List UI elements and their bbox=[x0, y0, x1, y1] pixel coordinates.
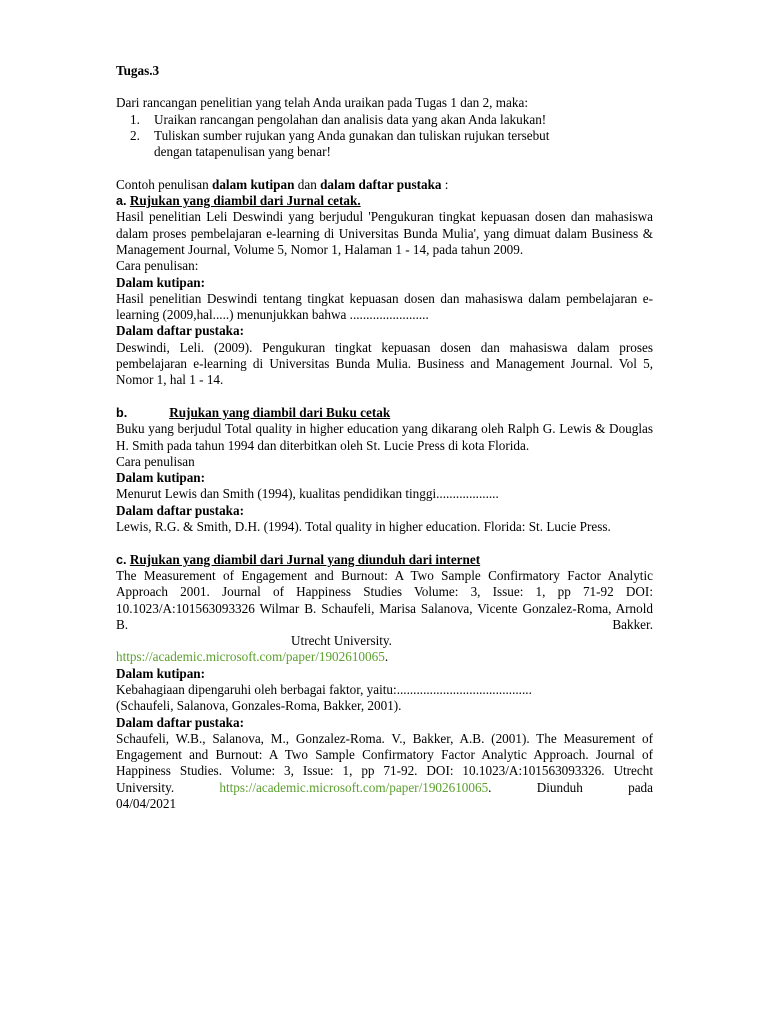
section-c-affiliation: Utrecht University. bbox=[291, 633, 392, 649]
section-a-kutipan-text: Hasil penelitian Deswindi tentang tingkat kepuasan dosen dan mahasiswa dalam pembelajaran e-learning (2009,hal.....) menunjukkan bahwa ........................ bbox=[116, 290, 653, 323]
section-b-pustaka-label: Dalam daftar pustaka: bbox=[116, 502, 244, 518]
example-bold-kutipan: dalam kutipan bbox=[211, 176, 295, 192]
document-title: Tugas.3 bbox=[116, 63, 160, 78]
section-b-heading bbox=[116, 405, 653, 421]
section-letter: b. bbox=[116, 405, 128, 420]
section-a-heading bbox=[116, 193, 653, 209]
document-page bbox=[116, 63, 653, 812]
section-c-pustaka-url-link[interactable]: https://academic.microsoft.com/paper/1902610065 bbox=[219, 779, 489, 795]
section-c-pustaka-text: Schaufeli, W.B., Salanova, M., Gonzalez-Roma. V., Bakker, A.B. (2001). The Measurement of Engagement and Burnout: A Two Sample Confirmatory Factor Analytic Approach. Journal of Happiness Studies. Volume: 3, Issue: 1, pp 71-92. DOI: 10.1023/A:101563093326. Utrecht bbox=[116, 730, 653, 779]
task-list bbox=[116, 112, 653, 161]
section-title: Rujukan yang diambil dari Buku cetak bbox=[169, 404, 391, 420]
section-c-description: The Measurement of Engagement and Burnout: A Two Sample Confirmatory Factor Analytic Approach 2001. Journal of Happiness Studies Volume: 3, Issue: 1, pp 71-92 DOI: 10.1023/A:101563093326 Wilmar B. Schaufeli, Marisa Salanova, Vicente Gonzalez-Roma, Arnold B. Bakker. bbox=[116, 567, 653, 632]
section-c-pustaka-date: 04/04/2021 bbox=[116, 796, 177, 812]
task-number: 1. bbox=[130, 111, 140, 127]
section-letter: c. bbox=[116, 552, 127, 567]
section-b-description: Buku yang berjudul Total quality in higher education yang dikarang oleh Ralph G. Lewis & Douglas H. Smith pada tahun 1994 dan diterbitkan oleh St. Lucie Press di kota Florida. bbox=[116, 421, 653, 453]
example-intro: Contoh penulisan dalam kutipan dan dalam daftar pustaka : bbox=[116, 176, 449, 192]
task-text: Uraikan rancangan pengolahan dan analisis data yang akan Anda lakukan! bbox=[154, 111, 547, 127]
task-item bbox=[116, 112, 653, 128]
section-a-description: Hasil penelitian Leli Deswindi yang berjudul 'Pengukuran tingkat kepuasan dosen dan mahasiswa dalam proses pembelajaran e-learning di Universitas Bunda Mulia', yang dimuat dalam Business & Management Journal, Volume 5, Nomor 1, Halaman 1 - 14, pada tahun 2009. bbox=[116, 209, 653, 257]
section-title: Rujukan yang diambil dari Jurnal cetak. bbox=[129, 193, 361, 209]
section-title: Rujukan yang diambil dari Jurnal yang diunduh dari internet bbox=[129, 551, 481, 567]
section-a-pustaka-label: Dalam daftar pustaka: bbox=[116, 323, 244, 339]
section-c-url-line: https://academic.microsoft.com/paper/1902610065. bbox=[116, 649, 389, 665]
section-c-pustaka-url-line: University. https://academic.microsoft.com/paper/1902610065. Diunduh pada bbox=[116, 779, 653, 795]
section-a-pustaka-text: Deswindi, Leli. (2009). Pengukuran tingkat kepuasan dosen dan mahasiswa dalam proses pembelajaran e-learning di Universitas Bunda Mulia. Business and Management Journal. Vol 5, Nomor 1, hal 1 - 14. bbox=[116, 339, 653, 388]
section-b-kutipan-text: Menurut Lewis dan Smith (1994), kualitas pendidikan tinggi................... bbox=[116, 486, 499, 502]
section-c-kutipan-line2: (Schaufeli, Salanova, Gonzales-Roma, Bakker, 2001). bbox=[116, 698, 402, 714]
task-number: 2. bbox=[130, 127, 140, 143]
section-c-url-link[interactable]: https://academic.microsoft.com/paper/1902610065 bbox=[116, 649, 385, 665]
section-a-cara: Cara penulisan: bbox=[116, 258, 199, 274]
section-b-pustaka-text: Lewis, R.G. & Smith, D.H. (1994). Total quality in higher education. Florida: St. Lucie Press. bbox=[116, 519, 611, 535]
task-text: Tuliskan sumber rujukan yang Anda gunakan dan tuliskan rujukan tersebut dengan tatapenulisan yang benar! bbox=[154, 127, 550, 160]
section-c-kutipan-label: Dalam kutipan: bbox=[116, 665, 206, 681]
section-c-pustaka-label: Dalam daftar pustaka: bbox=[116, 714, 244, 730]
section-a-kutipan-label: Dalam kutipan: bbox=[116, 274, 206, 290]
section-c-kutipan-line1: Kebahagiaan dipengaruhi oleh berbagai faktor, yaitu:......................................... bbox=[116, 681, 532, 697]
section-b-kutipan-label: Dalam kutipan: bbox=[116, 470, 206, 486]
task-item bbox=[116, 128, 653, 161]
example-bold-pustaka: dalam daftar pustaka bbox=[320, 176, 442, 192]
section-letter: a. bbox=[116, 194, 127, 209]
section-b-cara: Cara penulisan bbox=[116, 453, 195, 469]
intro-text: Dari rancangan penelitian yang telah Anda uraikan pada Tugas 1 dan 2, maka: bbox=[116, 95, 528, 111]
section-c-heading bbox=[116, 552, 653, 568]
